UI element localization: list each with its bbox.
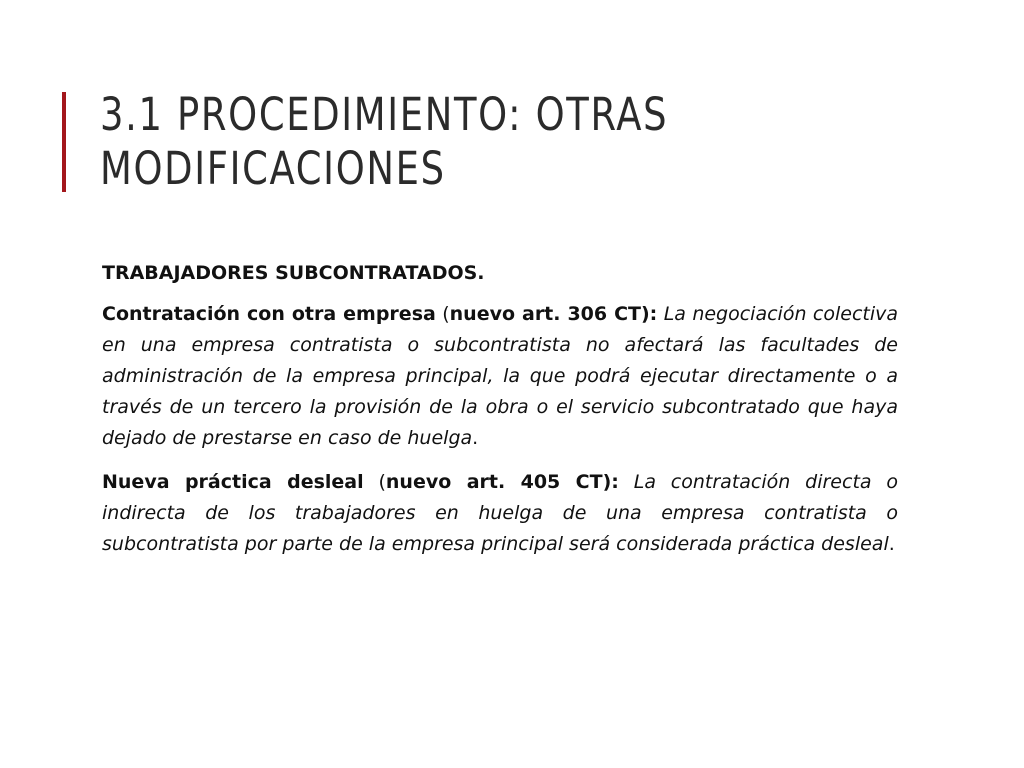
slide-title — [100, 88, 805, 196]
paragraph-2-body: La contratación directa o indirecta de los trabajadores en huelga de una empresa contratista o subcontratista por parte de la empresa principal será considerada práctica desleal — [102, 471, 899, 555]
slide-title-line-1: 3.1 PROCEDIMIENTO: OTRAS — [100, 88, 669, 141]
slide-title-line-2: MODIFICACIONES — [100, 142, 446, 195]
paragraph-2-article-ref: nuevo art. 405 CT — [385, 471, 603, 493]
section-heading: TRABAJADORES SUBCONTRATADOS. — [102, 262, 485, 284]
paragraph-2-close-paren: ): — [602, 471, 619, 493]
paragraph-1-lead: Contratación con otra empresa — [102, 303, 436, 325]
paragraph-1-close-paren: ): — [641, 303, 658, 325]
paragraph-1-open-paren: ( — [435, 303, 450, 325]
paragraph-2-open-paren: ( — [363, 471, 386, 493]
paragraph-1-end: . — [472, 427, 479, 449]
paragraph-1-body: La negociación colectiva en una empresa contratista o subcontratista no afectará las facultades de administración de la empresa principal, la que podrá ejecutar directamente o a través de un tercero la provisión de la obra o el servicio subcontratado que haya dejado de prestarse en caso de huelga — [102, 303, 898, 449]
paragraph-unfair-practice — [102, 467, 898, 560]
paragraph-2-end: . — [888, 533, 895, 555]
paragraph-2-lead: Nueva práctica desleal — [102, 471, 364, 493]
slide-body — [102, 258, 898, 573]
title-accent-bar — [62, 92, 66, 192]
paragraph-1-article-ref: nuevo art. 306 CT — [449, 303, 641, 325]
paragraph-subcontracting — [102, 299, 898, 454]
